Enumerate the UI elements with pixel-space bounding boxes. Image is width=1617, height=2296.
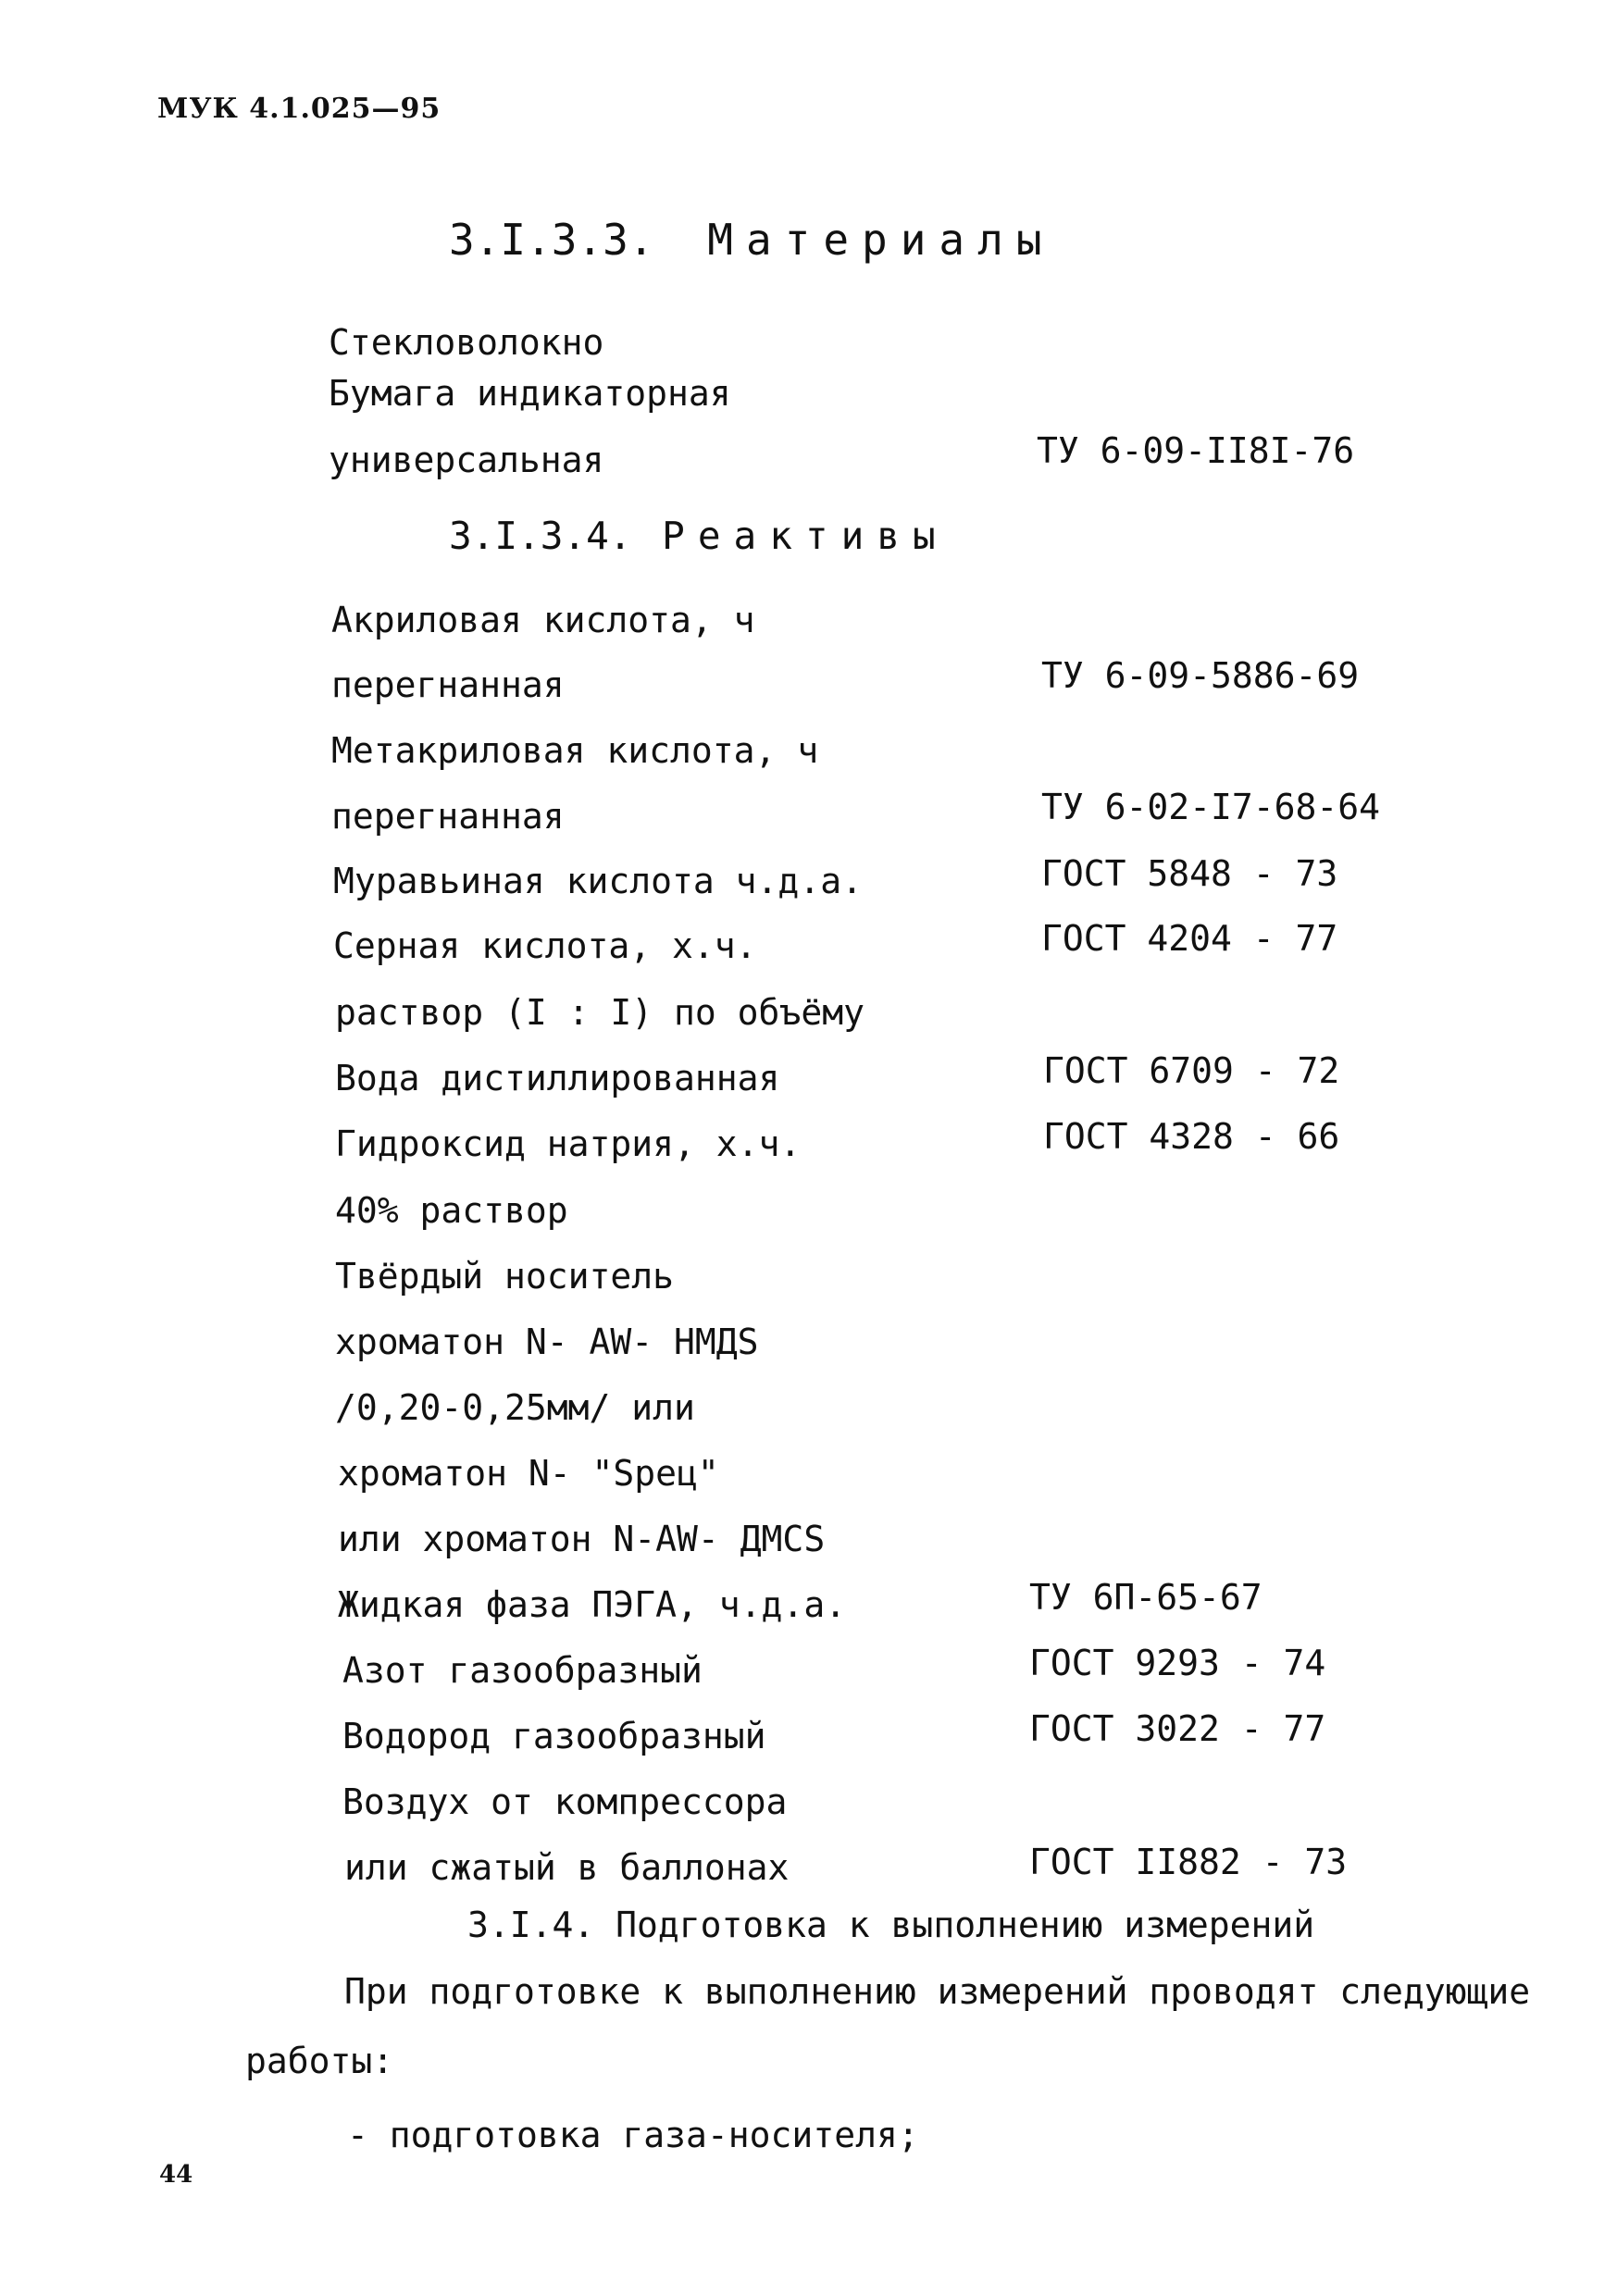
- materials-number: 3.I.3.3.: [449, 215, 654, 265]
- reagent-ref-17: ГОСТ 3022 - 77: [1029, 1708, 1326, 1749]
- reagent-line-12: /0,20-0,25мм/ или: [335, 1387, 695, 1428]
- reagent-line-13: хроматон N- "Sрец": [338, 1453, 719, 1494]
- document-code: МУК 4.1.025—95: [157, 93, 442, 125]
- reagent-line-15: Жидкая фаза ПЭГА, ч.д.а.: [338, 1584, 847, 1625]
- reagents-heading: [449, 514, 949, 558]
- material-item-1-line2: универсальная: [329, 440, 604, 480]
- reagent-line-11: хроматон N- AW- НМДS: [335, 1322, 759, 1362]
- reagent-ref-19: ГОСТ II882 - 73: [1029, 1842, 1348, 1882]
- reagent-line-4: Муравьиная кислота ч.д.а.: [333, 861, 863, 901]
- preparation-heading: 3.I.4. Подготовка к выполнению измерений: [467, 1905, 1315, 1945]
- reagent-line-18: Воздух от компрессора: [342, 1781, 788, 1822]
- material-item-1-line1: Бумага индикаторная: [329, 373, 731, 414]
- reagents-number: 3.I.3.4.: [449, 514, 632, 558]
- reagent-line-10: Твёрдый носитель: [335, 1256, 675, 1297]
- reagent-line-6: раствор (I : I) по объёму: [335, 992, 864, 1033]
- reagent-line-0: Акриловая кислота, ч: [331, 600, 755, 640]
- reagent-line-2: Метакриловая кислота, ч: [331, 730, 819, 771]
- reagent-line-1: перегнанная: [331, 664, 565, 705]
- reagent-line-14: или хроматон N-AW- ДМСS: [338, 1519, 826, 1559]
- reagent-ref-5: ГОСТ 4204 - 77: [1041, 918, 1338, 959]
- materials-title: Материалы: [707, 215, 1055, 265]
- reagent-line-7: Вода дистиллированная: [335, 1058, 780, 1098]
- reagent-ref-8: ГОСТ 4328 - 66: [1043, 1116, 1340, 1157]
- reagent-ref-15: ТУ 6П-65-67: [1029, 1577, 1263, 1618]
- reagent-line-17: Водород газообразный: [342, 1716, 766, 1756]
- reagent-ref-3: ТУ 6-02-I7-68-64: [1041, 787, 1381, 827]
- reagent-line-16: Азот газообразный: [342, 1650, 703, 1691]
- material-item-1-ref: ТУ 6-09-II8I-76: [1037, 430, 1355, 471]
- preparation-paragraph-line1: При подготовке к выполнению измерений проводят следующие: [344, 1971, 1531, 2012]
- reagents-title: Реактивы: [662, 514, 949, 558]
- reagent-ref-7: ГОСТ 6709 - 72: [1043, 1050, 1340, 1091]
- reagent-line-5: Серная кислота, х.ч.: [333, 925, 757, 966]
- reagent-line-9: 40% раствор: [335, 1190, 568, 1231]
- preparation-paragraph-line2: работы:: [245, 2041, 394, 2081]
- material-item-0: Стекловолокно: [329, 322, 604, 363]
- reagent-ref-4: ГОСТ 5848 - 73: [1041, 853, 1338, 894]
- page-number: 44: [159, 2161, 193, 2189]
- reagent-line-19: или сжатый в баллонах: [344, 1847, 790, 1888]
- reagent-line-3: перегнанная: [331, 796, 565, 837]
- reagent-ref-1: ТУ 6-09-5886-69: [1041, 655, 1360, 696]
- preparation-bullet-1: - подготовка газа-носителя;: [347, 2115, 919, 2155]
- materials-heading: [449, 215, 1055, 265]
- reagent-line-8: Гидроксид натрия, х.ч.: [335, 1123, 802, 1164]
- reagent-ref-16: ГОСТ 9293 - 74: [1029, 1643, 1326, 1683]
